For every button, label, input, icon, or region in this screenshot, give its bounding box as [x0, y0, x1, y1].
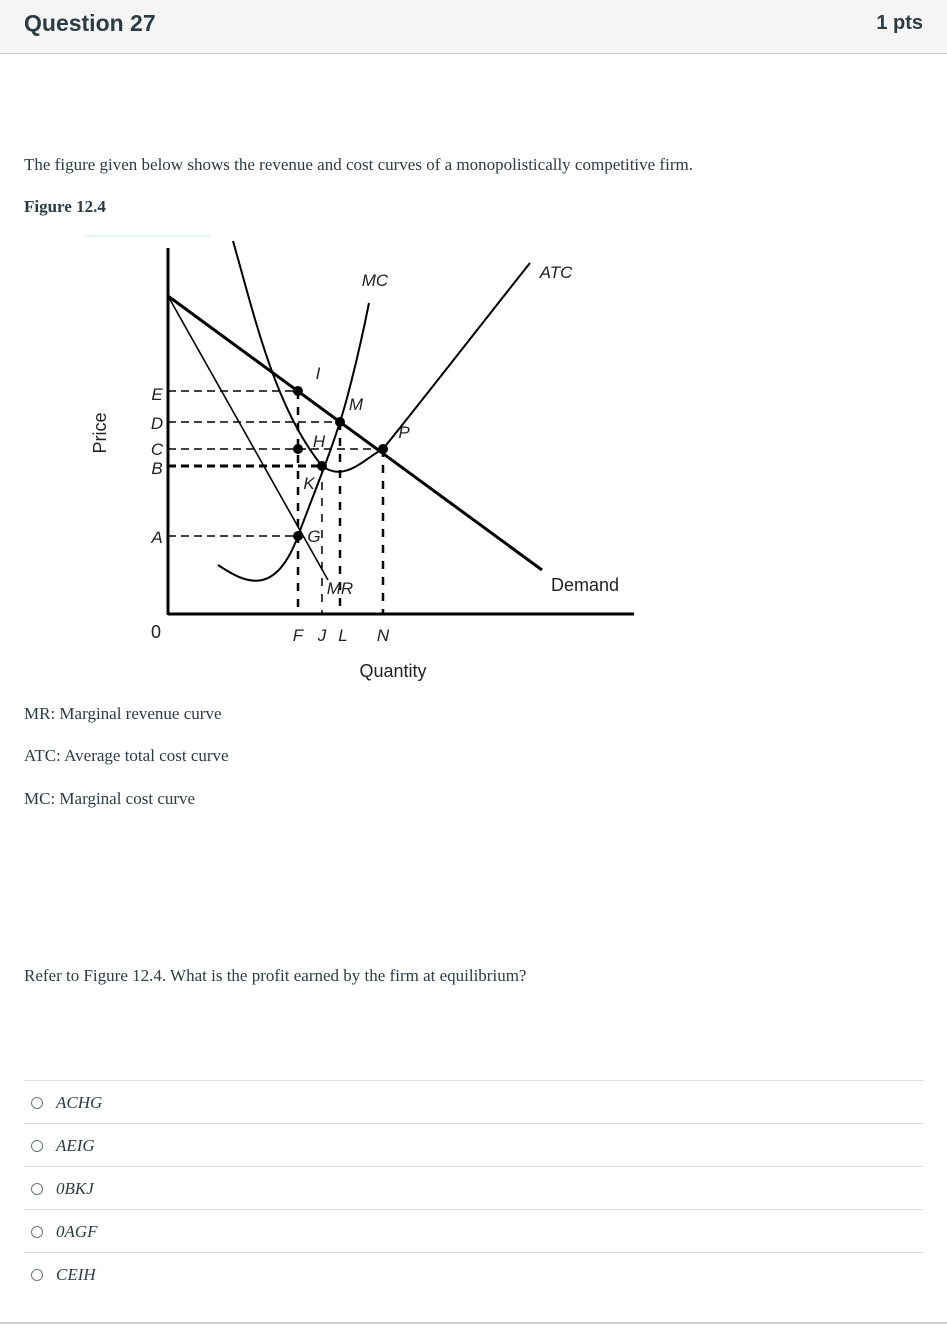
definition-mr: MR: Marginal revenue curve [24, 704, 222, 723]
point-m [335, 417, 345, 427]
atc-label: ATC [539, 263, 573, 282]
answer-option[interactable] [24, 1252, 924, 1295]
radio-button[interactable] [31, 1269, 43, 1281]
price-label-e: E [151, 385, 163, 404]
radio-button[interactable] [31, 1183, 43, 1195]
mc-curve [218, 303, 369, 581]
price-label-b: B [151, 459, 163, 478]
point-label-g: G [307, 527, 321, 546]
answer-option[interactable] [24, 1123, 924, 1166]
point-label-p: P [398, 423, 410, 442]
answer-label[interactable]: AEIG [56, 1136, 95, 1155]
point-h [293, 444, 303, 454]
answer-label[interactable]: 0BKJ [56, 1179, 94, 1198]
answer-label[interactable]: CEIH [56, 1265, 96, 1284]
quantity-label-l: L [338, 626, 348, 645]
point-label-i: I [315, 364, 321, 383]
point-g [293, 531, 303, 541]
answer-option[interactable] [24, 1080, 924, 1123]
point-label-m: M [348, 395, 364, 414]
question-title: Question 27 [24, 10, 156, 36]
point-i [293, 386, 303, 396]
figure-caption: Figure 12.4 [24, 197, 106, 216]
question-header [0, 0, 947, 54]
figure-svg [60, 228, 660, 688]
answer-label[interactable]: ACHG [56, 1093, 103, 1112]
question-prompt: Refer to Figure 12.4. What is the profit earned by the firm at equilibrium? [24, 966, 527, 985]
y-axis-label: Price [90, 412, 110, 454]
question-points: 1 pts [876, 12, 923, 34]
point-k [317, 461, 327, 471]
definition-mc: MC: Marginal cost curve [24, 789, 196, 808]
answer-label[interactable]: 0AGF [56, 1222, 98, 1241]
radio-button[interactable] [31, 1140, 43, 1152]
quantity-label-f: F [292, 626, 304, 645]
price-label-c: C [150, 440, 164, 459]
mr-curve [168, 296, 328, 580]
quantity-label-j: J [317, 626, 327, 645]
point-p [378, 444, 388, 454]
price-label-a: A [151, 528, 163, 547]
answer-list [24, 1080, 924, 1295]
mc-label: MC [361, 271, 389, 290]
x-axis-label: Quantity [359, 661, 427, 681]
intersection-points [293, 386, 388, 541]
point-label-h: H [312, 432, 326, 451]
radio-button[interactable] [31, 1097, 43, 1109]
price-label-d: D [150, 414, 164, 433]
quantity-label-n: N [376, 626, 390, 645]
answer-option[interactable] [24, 1209, 924, 1252]
answer-option[interactable] [24, 1166, 924, 1209]
mr-label: MR [326, 579, 354, 598]
definition-atc: ATC: Average total cost curve [24, 746, 229, 765]
question-intro: The figure given below shows the revenue and cost curves of a monopolistically competitive firm. [24, 155, 693, 174]
point-label-k: K [303, 474, 315, 493]
radio-button[interactable] [31, 1226, 43, 1238]
origin-label: 0 [150, 622, 162, 642]
bottom-divider [0, 1322, 947, 1324]
demand-curve [168, 296, 542, 570]
demand-label: Demand [550, 575, 620, 595]
monopolistic-competition-figure [60, 228, 660, 688]
